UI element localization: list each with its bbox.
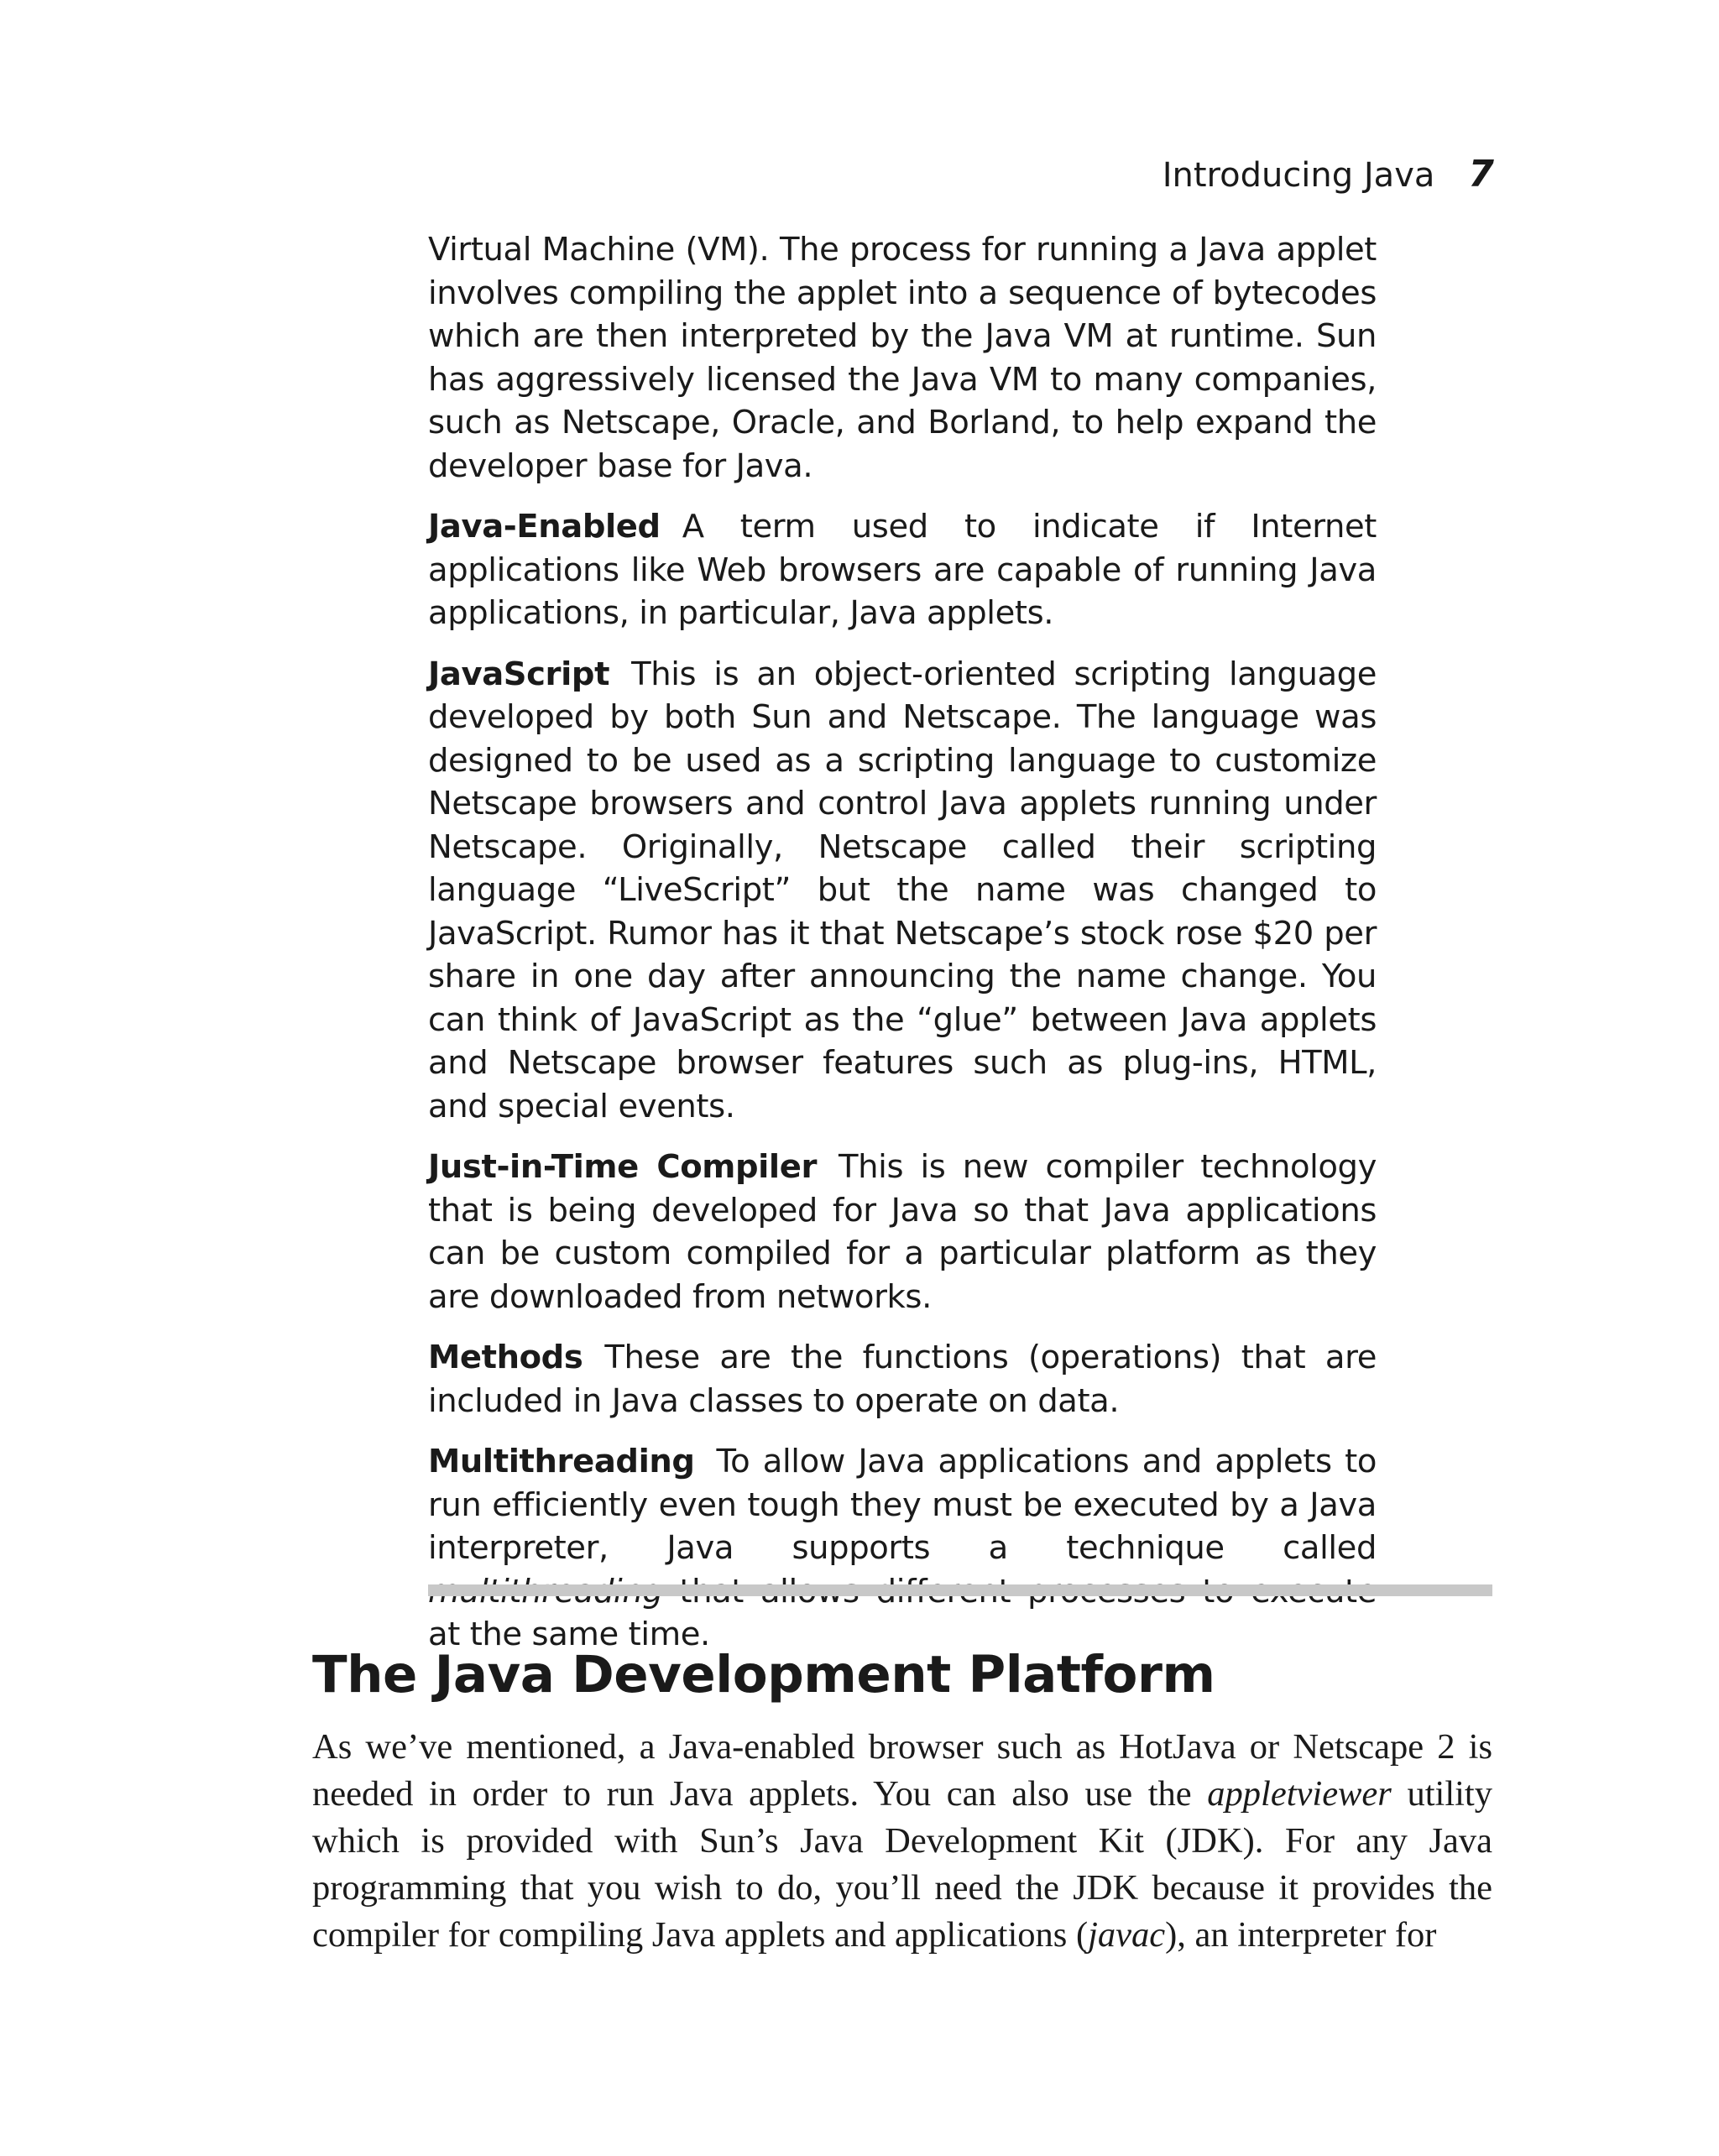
glossary-definition-part: at the same time. [428, 1616, 710, 1653]
glossary-definition-part: To allow Java applications and applets to run efficiently even tough they must be executed by a Java interpreter, Java supports a technique called [428, 1443, 1377, 1567]
glossary-definition: These are the functions (operations) that are included in Java classes to operate on data. [428, 1339, 1377, 1420]
glossary-entry-methods [428, 1336, 1377, 1423]
glossary-entry-multithreading [428, 1440, 1377, 1657]
glossary-term: Just-in-Time Compiler [428, 1148, 818, 1186]
glossary-term: Java-Enabled [428, 508, 661, 546]
body-text-emphasis: javac [1088, 1915, 1166, 1955]
glossary-term: Methods [428, 1339, 583, 1376]
glossary-term: Multithreading [428, 1443, 695, 1480]
section-body-paragraph [312, 1724, 1492, 1959]
glossary-entry-java-enabled [428, 505, 1377, 635]
body-text-part: utility which is provided with Sun’s Java Development Kit (JDK). For any Java programming that you wish to do, you’ll need the JDK because it provides the compiler for compiling Java applets and applications ( [312, 1774, 1492, 1955]
glossary-end-rule [428, 1584, 1492, 1596]
glossary-continuation: Virtual Machine (VM). The process for running a Java applet involves compiling the applet into a sequence of bytecodes which are then interpreted by the Java VM at runtime. Sun has aggressively licensed the Java VM to many companies, such as Netscape, Oracle, and Borland, to help expand the developer base for Java. [428, 231, 1377, 485]
running-header-title: Introducing Java [1162, 156, 1435, 195]
body-text-part: ), an interpreter for [1165, 1915, 1437, 1955]
glossary-entry-javascript [428, 653, 1377, 1129]
glossary-definition: This is new compiler technology that is being developed for Java so that Java applications can be custom compiled for a particular platform as they are downloaded from networks. [428, 1148, 1377, 1316]
glossary-definition: This is an object-oriented scripting language developed by both Sun and Netscape. The language was designed to be used as a scripting language to customize Netscape browsers and control Java applets running under Netscape. Originally, Netscape called their scripting language “LiveScript” but the name was changed to JavaScript. Rumor has it that Netscape’s stock rose $20 per share in one day after announcing the name change. You can think of JavaScript as the “glue” between Java applets and Netscape browser features such as plug-ins, HTML, and special events. [428, 655, 1377, 1125]
glossary-definition: A term used to indicate if Internet applications like Web browsers are capable of running Java applications, in particular, Java applets. [428, 508, 1377, 632]
glossary-section [428, 228, 1377, 1674]
running-header [1163, 153, 1494, 196]
body-text-part: As we’ve mentioned, a Java-enabled browser such as HotJava or Netscape 2 is needed in order to run Java applets. You can also use the [312, 1727, 1492, 1814]
glossary-term: JavaScript [428, 655, 610, 693]
section-heading: The Java Development Platform [312, 1645, 1215, 1704]
glossary-entry-jit-compiler [428, 1146, 1377, 1318]
page-number: 7 [1468, 153, 1494, 196]
body-text-emphasis: appletviewer [1207, 1774, 1392, 1814]
